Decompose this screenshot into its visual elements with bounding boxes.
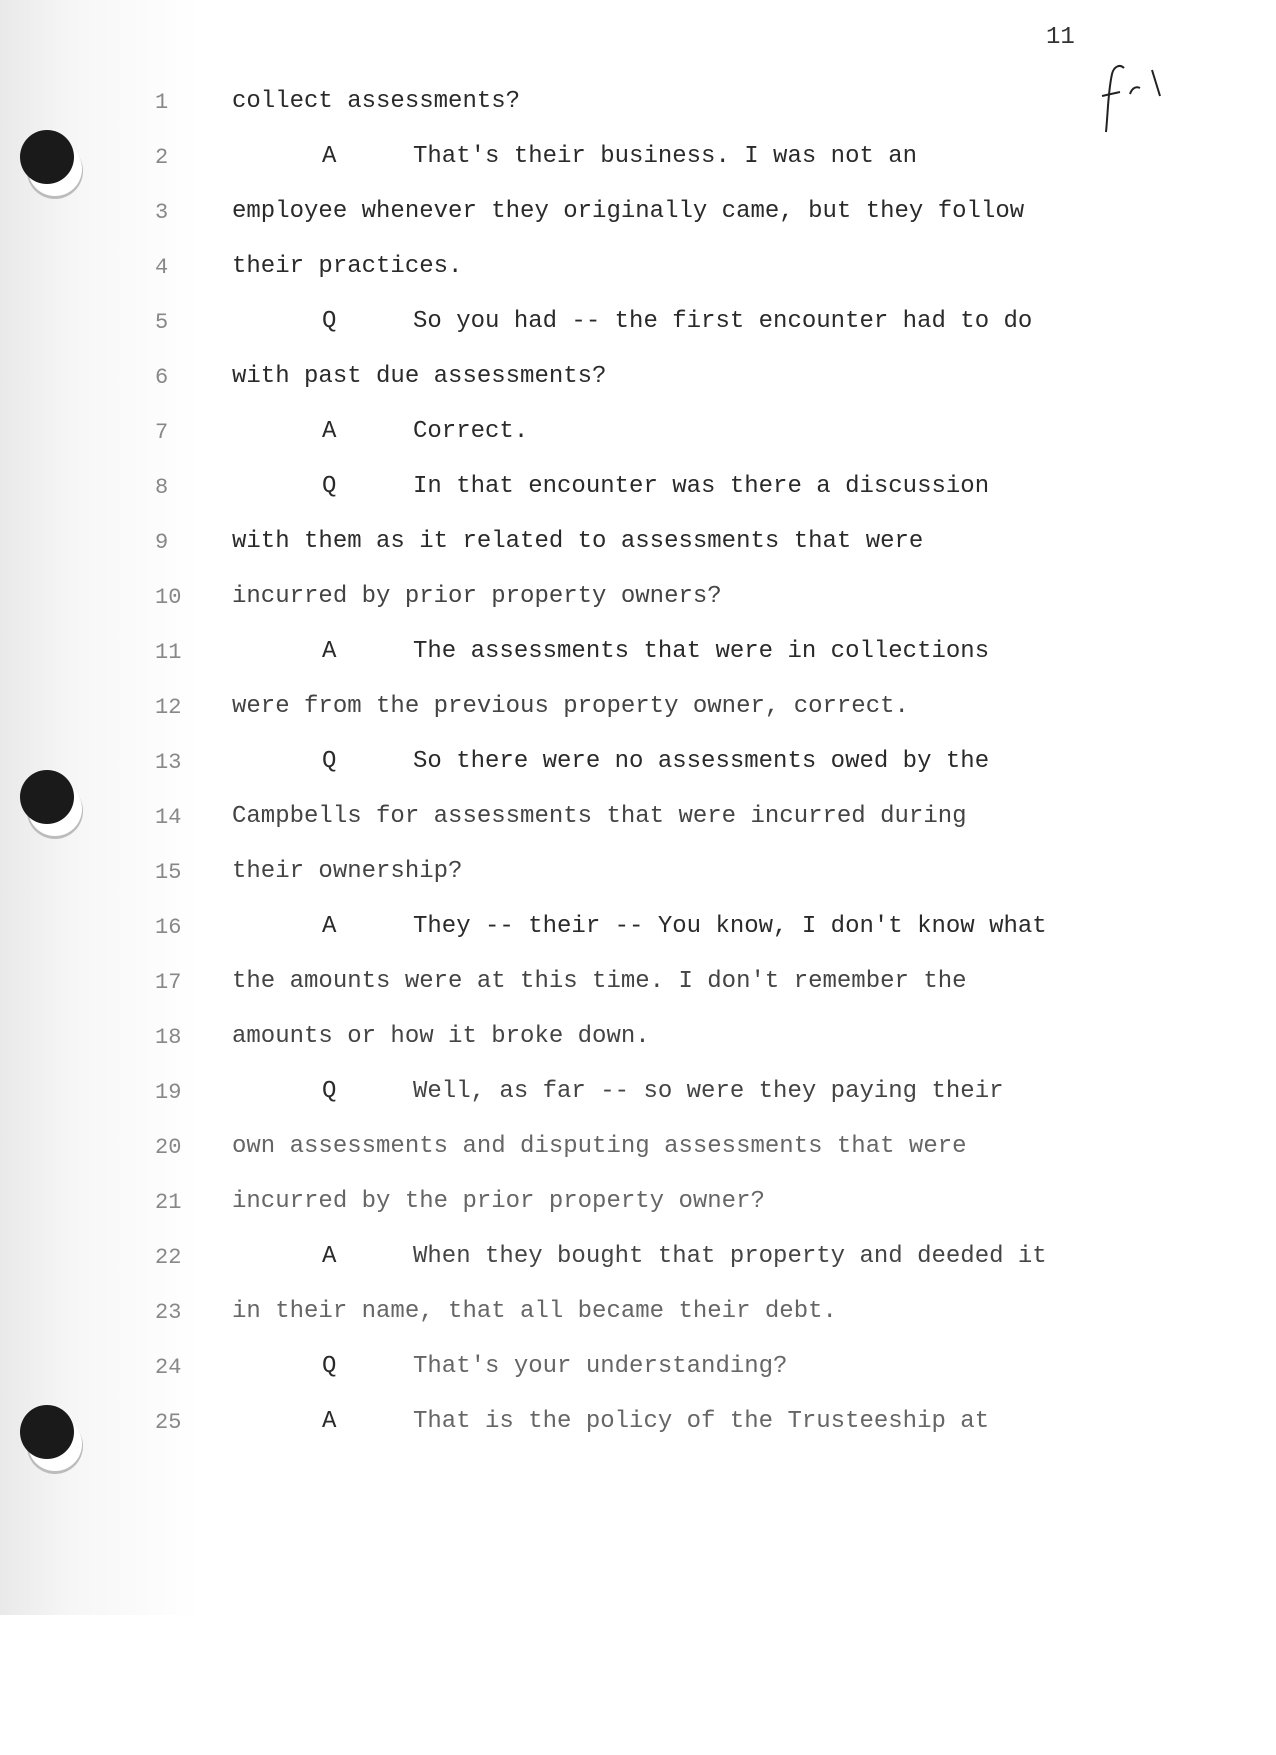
- line-number: 1: [155, 90, 169, 115]
- line-text: employee whenever they originally came, but they follow: [232, 198, 1025, 225]
- line-text: That is the policy of the Trusteeship at: [413, 1408, 990, 1435]
- line-text: Correct.: [413, 418, 529, 445]
- transcript-line: [0, 797, 1276, 837]
- line-number: 15: [155, 860, 182, 885]
- transcript-line: [0, 467, 1276, 507]
- line-number: 5: [155, 310, 169, 335]
- line-number: 8: [155, 475, 169, 500]
- line-text: The assessments that were in collections: [413, 638, 990, 665]
- line-number: 23: [155, 1300, 182, 1325]
- transcript-line: [0, 852, 1276, 892]
- line-number: 18: [155, 1025, 182, 1050]
- transcript-line: [0, 742, 1276, 782]
- line-number: 12: [155, 695, 182, 720]
- transcript-line: [0, 522, 1276, 562]
- line-number: 2: [155, 145, 169, 170]
- transcript-line: [0, 1347, 1276, 1387]
- speaker-label: Q: [322, 748, 337, 775]
- transcript-line: [0, 82, 1276, 122]
- line-number: 4: [155, 255, 169, 280]
- line-text: with them as it related to assessments that were: [232, 528, 924, 555]
- page-number: 11: [1046, 24, 1075, 51]
- line-number: 9: [155, 530, 169, 555]
- transcript-line: [0, 1182, 1276, 1222]
- line-text: In that encounter was there a discussion: [413, 473, 990, 500]
- transcript-line: [0, 357, 1276, 397]
- speaker-label: Q: [322, 308, 337, 335]
- transcript-line: [0, 962, 1276, 1002]
- speaker-label: A: [322, 1408, 337, 1435]
- line-number: 22: [155, 1245, 182, 1270]
- line-text: their ownership?: [232, 858, 463, 885]
- line-text: When they bought that property and deeded it: [413, 1243, 1047, 1270]
- line-number: 24: [155, 1355, 182, 1380]
- speaker-label: Q: [322, 473, 337, 500]
- line-text: Well, as far -- so were they paying their: [413, 1078, 1004, 1105]
- line-text: collect assessments?: [232, 88, 521, 115]
- line-number: 14: [155, 805, 182, 830]
- transcript-line: [0, 1127, 1276, 1167]
- line-number: 10: [155, 585, 182, 610]
- line-number: 6: [155, 365, 169, 390]
- line-text: the amounts were at this time. I don't remember the: [232, 968, 967, 995]
- line-text: were from the previous property owner, correct.: [232, 693, 909, 720]
- line-number: 7: [155, 420, 169, 445]
- transcript-line: [0, 1292, 1276, 1332]
- speaker-label: A: [322, 913, 337, 940]
- transcript-line: [0, 907, 1276, 947]
- line-number: 11: [155, 640, 182, 665]
- line-text: incurred by prior property owners?: [232, 583, 722, 610]
- line-text: with past due assessments?: [232, 363, 607, 390]
- line-number: 20: [155, 1135, 182, 1160]
- line-number: 13: [155, 750, 182, 775]
- transcript-line: [0, 247, 1276, 287]
- speaker-label: A: [322, 638, 337, 665]
- transcript-line: [0, 1402, 1276, 1442]
- speaker-label: A: [322, 418, 337, 445]
- speaker-label: Q: [322, 1078, 337, 1105]
- transcript-line: [0, 632, 1276, 672]
- line-text: their practices.: [232, 253, 463, 280]
- transcript-line: [0, 302, 1276, 342]
- transcript-line: [0, 1237, 1276, 1277]
- line-text: They -- their -- You know, I don't know what: [413, 913, 1047, 940]
- line-number: 21: [155, 1190, 182, 1215]
- line-number: 19: [155, 1080, 182, 1105]
- line-text: So you had -- the first encounter had to do: [413, 308, 1033, 335]
- line-number: 3: [155, 200, 169, 225]
- speaker-label: A: [322, 1243, 337, 1270]
- transcript-line: [0, 1017, 1276, 1057]
- line-text: incurred by the prior property owner?: [232, 1188, 765, 1215]
- line-number: 25: [155, 1410, 182, 1435]
- line-number: 16: [155, 915, 182, 940]
- speaker-label: A: [322, 143, 337, 170]
- transcript-line: [0, 1072, 1276, 1112]
- line-text: So there were no assessments owed by the: [413, 748, 990, 775]
- transcript-line: [0, 192, 1276, 232]
- line-text: amounts or how it broke down.: [232, 1023, 650, 1050]
- line-text: Campbells for assessments that were incurred during: [232, 803, 967, 830]
- page-bottom-margin: [0, 1615, 1276, 1755]
- transcript-line: [0, 577, 1276, 617]
- transcript-line: [0, 137, 1276, 177]
- speaker-label: Q: [322, 1353, 337, 1380]
- transcript-line: [0, 412, 1276, 452]
- line-text: in their name, that all became their debt.: [232, 1298, 837, 1325]
- line-number: 17: [155, 970, 182, 995]
- line-text: own assessments and disputing assessments that were: [232, 1133, 967, 1160]
- line-text: That's their business. I was not an: [413, 143, 918, 170]
- line-text: That's your understanding?: [413, 1353, 788, 1380]
- transcript-line: [0, 687, 1276, 727]
